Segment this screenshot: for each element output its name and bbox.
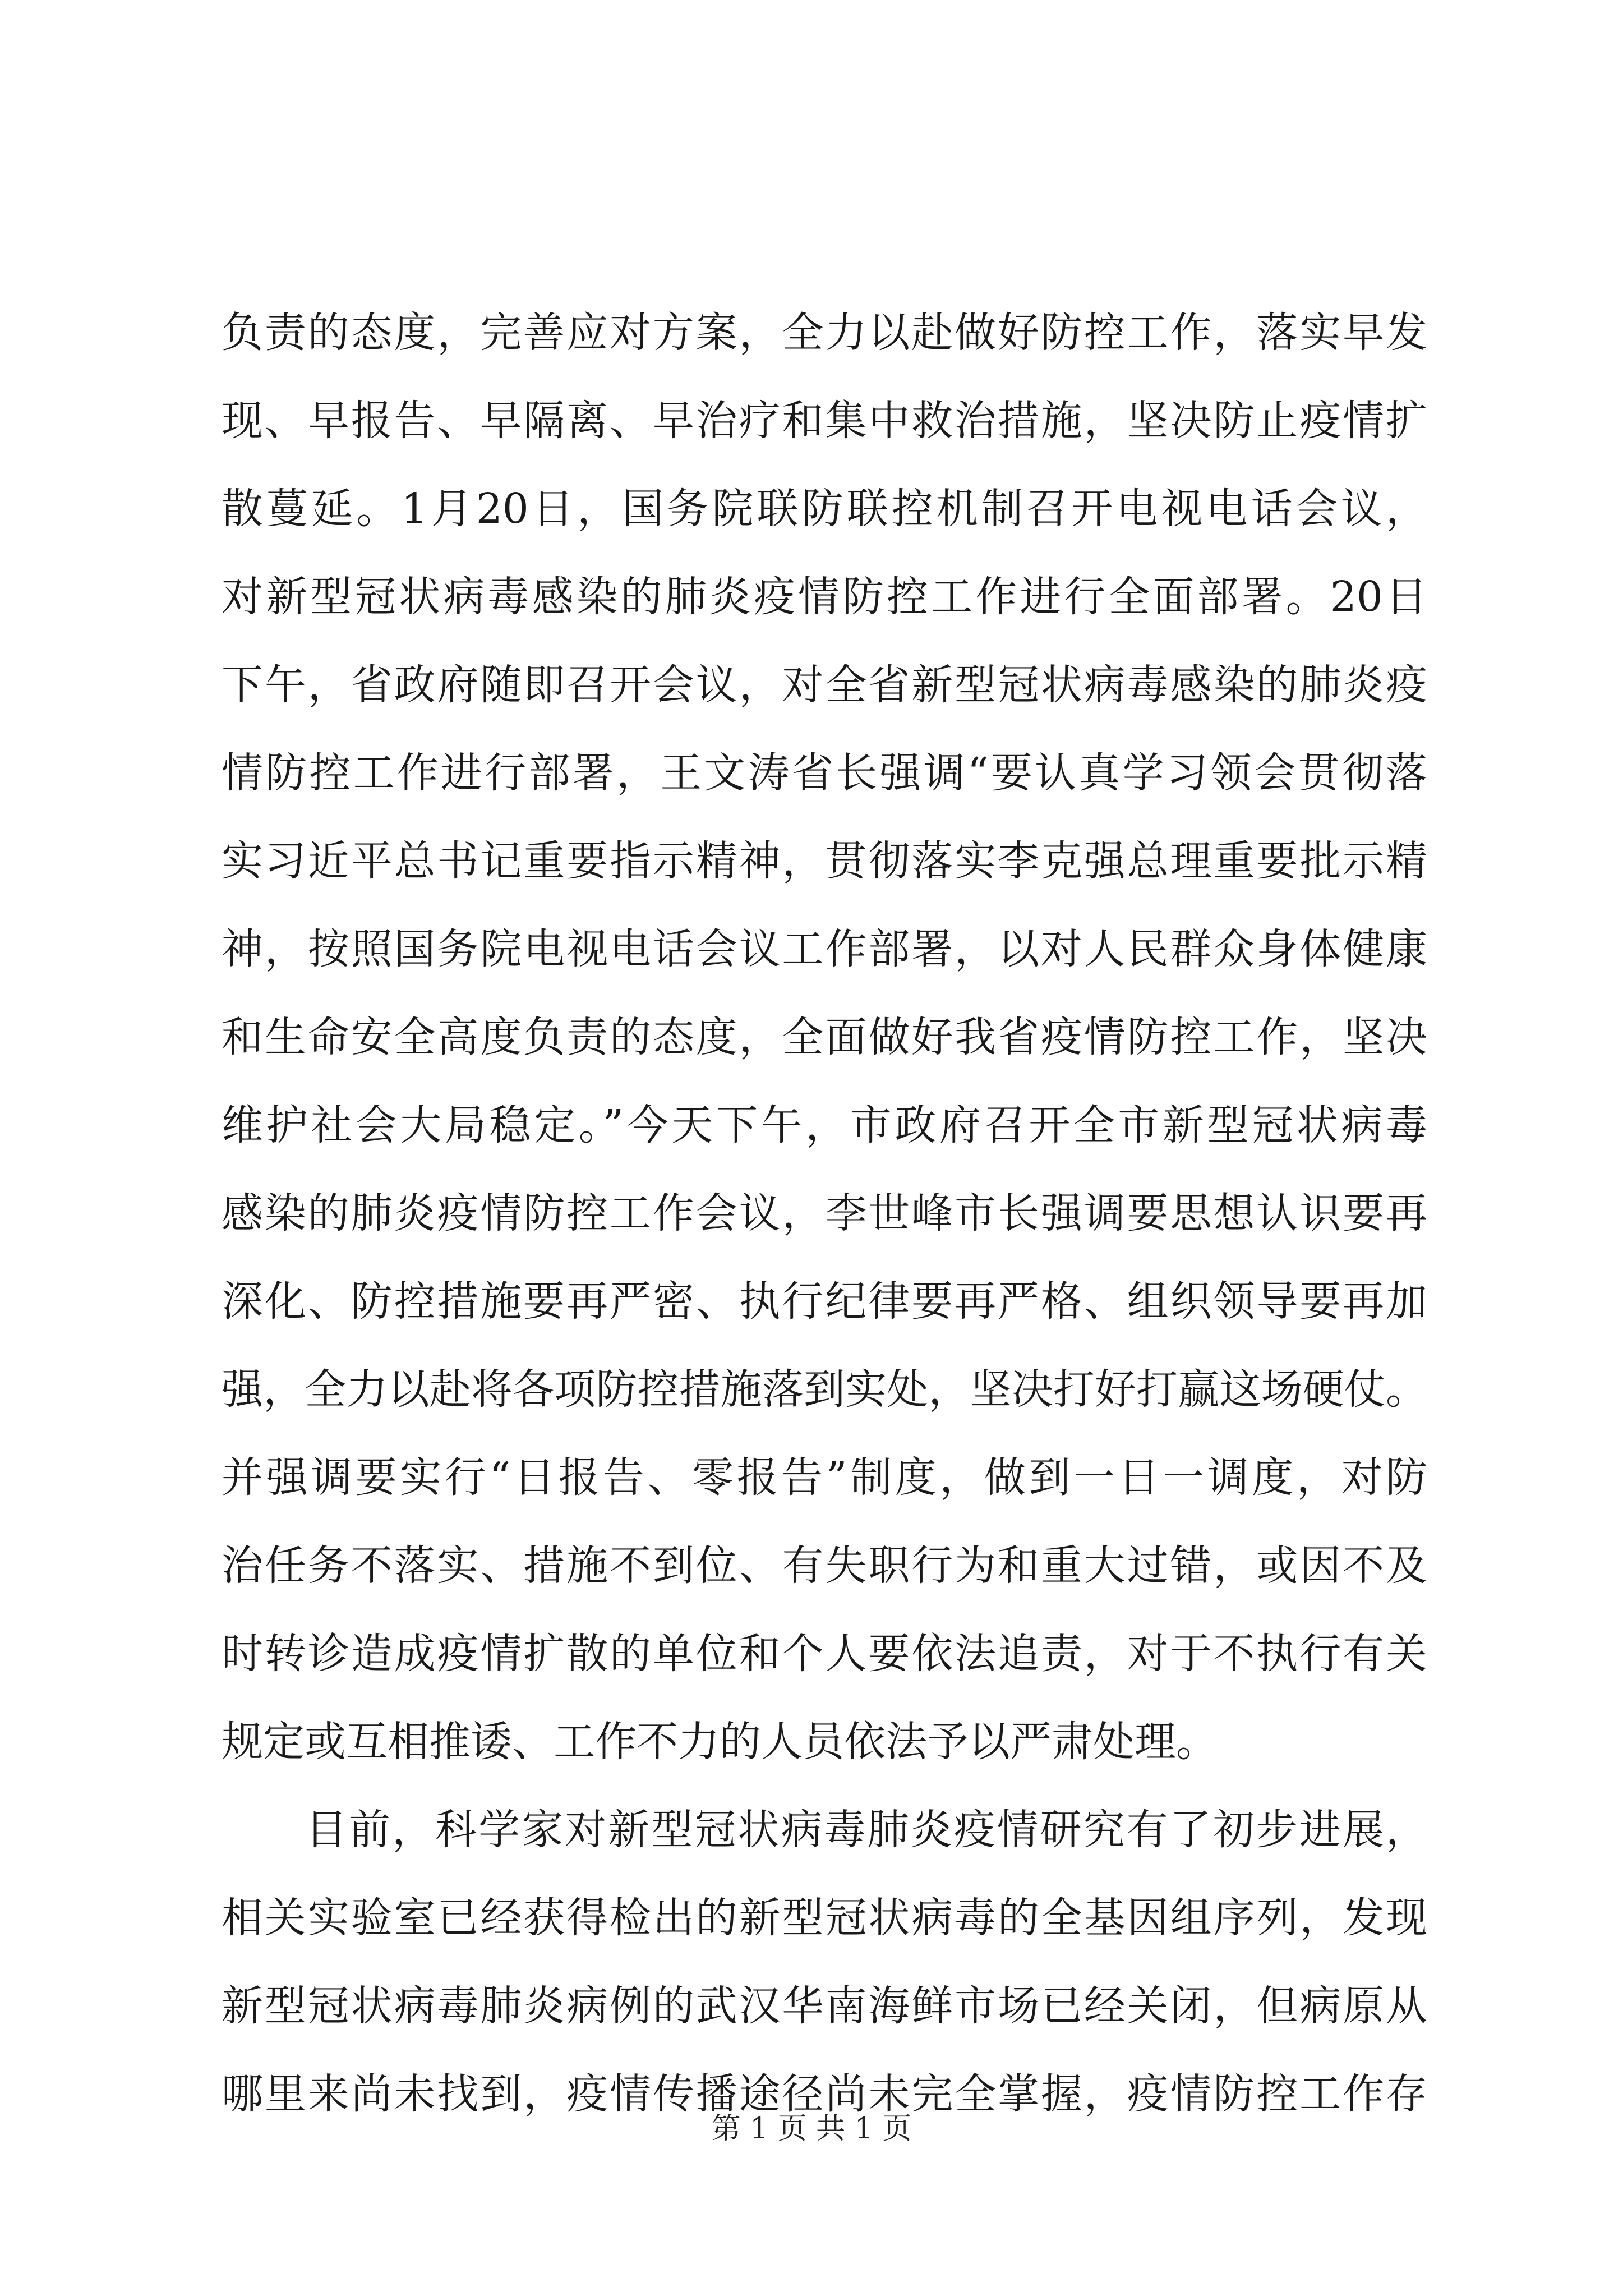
page-number-label: 第 1 页 共 1 页: [711, 2112, 912, 2146]
text-line: 相关实验室已经获得检出的新型冠状病毒的全基因组序列，发现: [222, 1894, 1427, 1942]
text-line: 哪里来尚未找到，疫情传播途径尚未完全掌握，疫情防控工作存: [222, 2070, 1427, 2118]
text-line: 新型冠状病毒肺炎病例的武汉华南海鲜市场已经关闭，但病原从: [222, 1982, 1427, 2030]
text-line: 神，按照国务院电视电话会议工作部署，以对人民群众身体健康: [222, 925, 1427, 973]
text-line: 感染的肺炎疫情防控工作会议，李世峰市长强调要思想认识要再: [222, 1189, 1427, 1237]
text-line: 下午，省政府随即召开会议，对全省新型冠状病毒感染的肺炎疫: [222, 661, 1427, 709]
text-line: 和生命安全高度负责的态度，全面做好我省疫情防控工作，坚决: [222, 1013, 1427, 1061]
text-line: 强，全力以赴将各项防控措施落到实处，坚决打好打赢这场硬仗。: [222, 1365, 1427, 1414]
text-line: 散蔓延。1月20日，国务院联防联控机制召开电视电话会议，: [222, 485, 1427, 533]
text-line: 现、早报告、早隔离、早治疗和集中救治措施，坚决防止疫情扩: [222, 397, 1427, 445]
text-line: 并强调要实行“日报告、零报告”制度，做到一日一调度，对防: [222, 1453, 1427, 1502]
text-line: 情防控工作进行部署，王文涛省长强调“要认真学习领会贯彻落: [222, 749, 1427, 797]
text-line: 负责的态度，完善应对方案，全力以赴做好防控工作，落实早发: [222, 309, 1427, 357]
text-line: 时转诊造成疫情扩散的单位和个人要依法追责，对于不执行有关: [222, 1630, 1427, 1678]
text-line: 对新型冠状病毒感染的肺炎疫情防控工作进行全面部署。20日: [222, 573, 1427, 621]
paragraph-end-line: 规定或互相推诿、工作不力的人员依法予以严肃处理。: [222, 1718, 1218, 1766]
paragraph-start-line: 目前，科学家对新型冠状病毒肺炎疫情研究有了初步进展，: [306, 1806, 1427, 1854]
text-line: 实习近平总书记重要指示精神，贯彻落实李克强总理重要批示精: [222, 837, 1427, 885]
text-line: 维护社会大局稳定。”今天下午，市政府召开全市新型冠状病毒: [222, 1101, 1427, 1149]
document-body: [222, 289, 1427, 2138]
text-line: 深化、防控措施要再严密、执行纪律要再严格、组织领导要再加: [222, 1277, 1427, 1326]
text-line: 治任务不落实、措施不到位、有失职行为和重大过错，或因不及: [222, 1542, 1427, 1590]
page-footer: [0, 2109, 1623, 2148]
